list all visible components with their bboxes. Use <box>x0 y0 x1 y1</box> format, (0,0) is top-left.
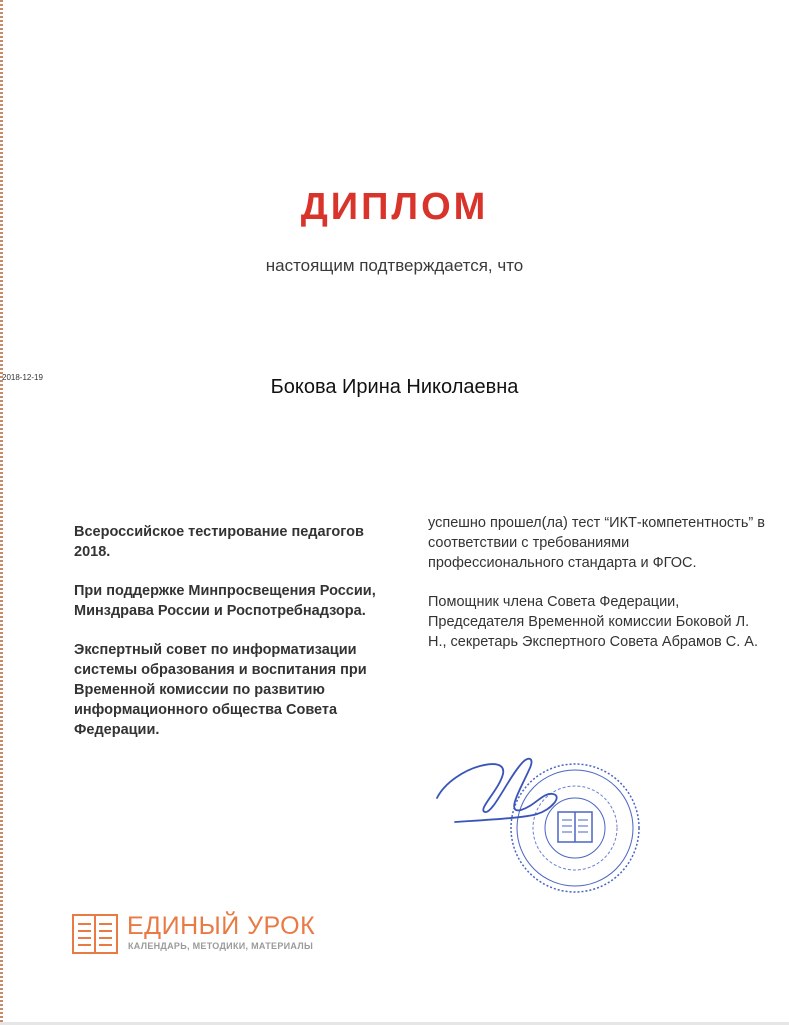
diploma-title: ДИПЛОМ <box>300 186 489 228</box>
signature-stroke-icon <box>437 759 557 822</box>
council-paragraph: Экспертный совет по информатизации системы образования и воспитания при Временной комиссии по развитию информационного общества Совета Федерации. <box>74 642 367 738</box>
date-stamp: 2018-12-19 <box>2 373 43 382</box>
logo-name: ЕДИНЫЙ УРОК <box>127 912 316 940</box>
signatory-paragraph: Помощник члена Совета Федерации, Председателя Временной комиссии Боковой Л. Н., секретарь Экспертного Совета Абрамов С. А. <box>428 594 758 650</box>
result-paragraph: успешно прошел(ла) тест “ИКТ-компетентность” в соответствии с требованиями профессионального стандарта и ФГОС. <box>428 515 765 571</box>
book-icon <box>72 914 118 954</box>
recipient-name: Бокова Ирина Николаевна <box>270 376 519 398</box>
right-column <box>428 513 768 671</box>
left-column <box>74 522 404 759</box>
seal-icon <box>511 764 639 892</box>
logo <box>72 912 372 962</box>
diploma-subtitle: настоящим подтверждается, что <box>265 256 524 275</box>
support-paragraph: При поддержке Минпросвещения России, Минздрава России и Роспотребнадзора. <box>74 583 376 619</box>
organizer-paragraph: Всероссийское тестирование педагогов 2018. <box>74 524 364 560</box>
signature-seal-graphic <box>425 740 655 900</box>
page-edge-left <box>0 0 3 1025</box>
logo-tagline: КАЛЕНДАРЬ, МЕТОДИКИ, МАТЕРИАЛЫ <box>128 941 314 951</box>
signature-with-seal-icon <box>425 740 655 900</box>
